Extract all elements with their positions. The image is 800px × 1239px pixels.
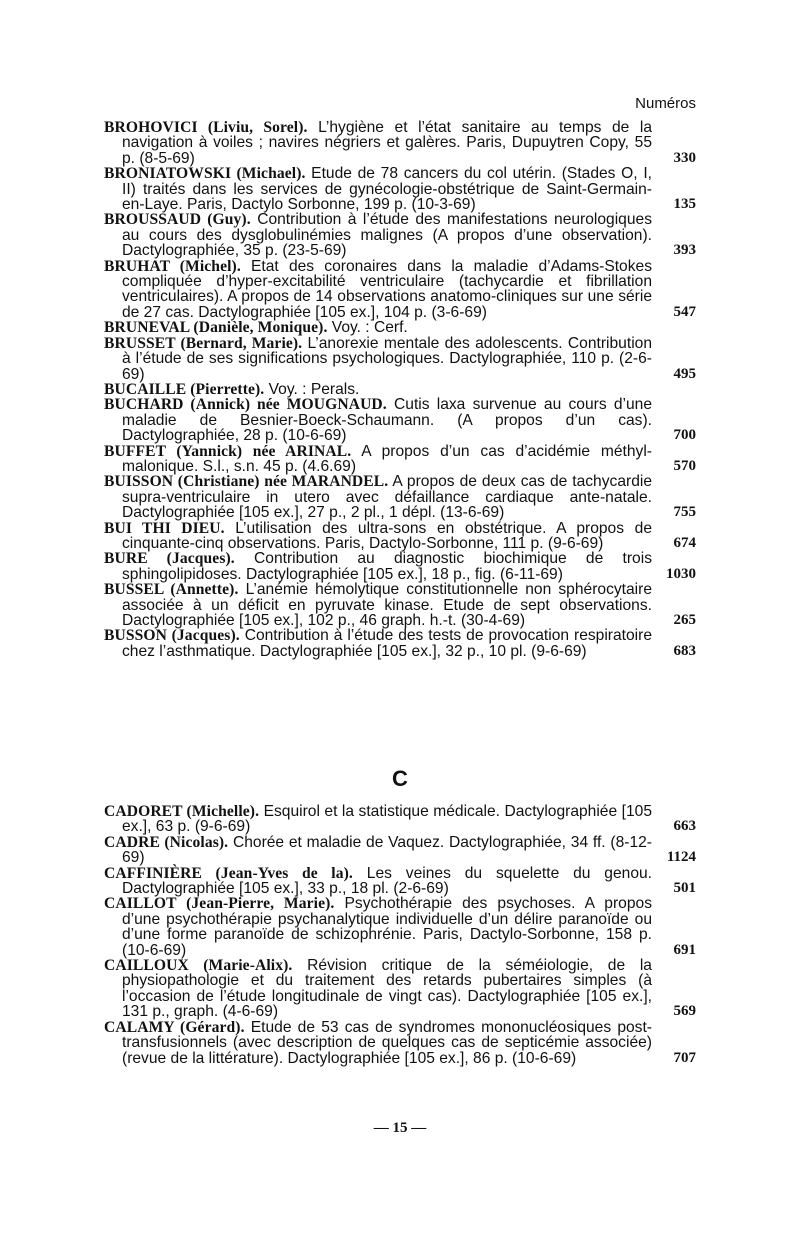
entry-number: 1030 <box>666 565 696 582</box>
entry-text: A propos de deux cas de tachycardie supra-ventriculaire in utero avec défaillance cardiaque ante-natale. Dactylographiée [105 ex.], 27 p., 2 pl., 1 dépl. (13-6-69) <box>122 473 653 522</box>
list-item <box>104 896 696 958</box>
entry-number: 501 <box>673 880 696 897</box>
entry-text: L’anorexie mentale des adolescents. Contribution à l’étude de ses significations psychologiques. Dactylographiée, 110 p. (2-6-69) <box>122 334 652 383</box>
list-item <box>104 336 696 382</box>
entry-text: Etude de 53 cas de syndromes mononucléosiques post-transfusionnels (avec description de quelques cas de septicémie associée) (revue de la littérature). Dactylographiée [105 ex.], 86 p. (10-6-69) <box>122 1018 652 1067</box>
list-item <box>104 320 696 335</box>
entry-number: 1124 <box>666 849 696 866</box>
entry-text: L’anémie hémolytique constitutionnelle non sphérocytaire associée à un déficit en pyruvate kinase. Etude de sept observations. Dactylographiée [105 ex.], 102 p., 46 graph. h.-t. (30-4-69) <box>122 581 652 629</box>
entry-author: CAILLOT (Jean-Pierre, Marie). <box>104 895 335 913</box>
entry-author: BRUSSET (Bernard, Marie). <box>104 334 303 352</box>
list-item <box>104 474 696 520</box>
entry-number: 330 <box>673 149 696 166</box>
entry-text: Esquirol et la statistique médicale. Dactylographiée [105 ex.], 63 p. (9-6-69) <box>122 803 652 836</box>
entry-author: BRUNEVAL (Danièle, Monique). <box>104 319 328 337</box>
entry-author: BRUHAT (Michel). <box>104 257 241 275</box>
entry-author: CADRE (Nicolas). <box>104 833 229 851</box>
entry-text: Les veines du squelette du genou. Dactylographiée [105 ex.], 33 p., 18 pl. (2-6-69) <box>122 864 653 898</box>
entry-text: Révision critique de la séméiologie, de la physiopathologie et du traitement des retards pubertaires simples (à l’occasion de l’étude longitudinale de vingt cas). Dactylographiée [105 ex.], 131 p., graph. (4-6-69) <box>122 957 652 1021</box>
list-item <box>104 866 696 897</box>
entry-number: 569 <box>673 1003 696 1020</box>
entry-number: 700 <box>673 427 696 444</box>
list-item <box>104 521 696 552</box>
entry-author: BUSSON (Jacques). <box>104 627 240 645</box>
entry-author: CAFFINIÈRE (Jean-Yves de la). <box>104 864 353 882</box>
entry-text: Contribution au diagnostic biochimique de trois sphingolipidoses. Dactylographiée [105 ex.], 18 p., fig. (6-11-69) <box>122 550 652 583</box>
entry-text: Contribution à l’étude des manifestations neurologiques au cours des dysglobulinémies malignes (A propos d’une observation). Dactylographiée, 35 p. (23-5-69) <box>122 211 652 260</box>
entry-number: 683 <box>673 642 696 659</box>
entry-text: Voy. : Perals. <box>264 380 360 398</box>
list-item <box>104 212 696 258</box>
list-item <box>104 804 696 835</box>
entry-number: 265 <box>673 612 696 628</box>
entry-author: BUFFET (Yannick) née ARINAL. <box>104 442 352 460</box>
list-item <box>104 628 696 659</box>
entry-number: 547 <box>673 303 696 320</box>
list-item <box>104 582 696 628</box>
entry-author: CALAMY (Gérard). <box>104 1018 245 1036</box>
entry-number: 663 <box>673 818 696 835</box>
entry-text: Cutis laxa survenue au cours d’une maladie de Besnier-Boeck-Schaumann. (A propos d’un cas). Dactylographiée, 28 p. (10-6-69) <box>122 396 652 445</box>
entry-author: BRONIATOWSKI (Michael). <box>104 165 306 183</box>
entry-number: 755 <box>673 504 696 521</box>
entry-text: Contribution à l’étude des tests de provocation respiratoire chez l’asthmatique. Dactylographiée [105 ex.], 32 p., 10 pl. (9-6-69) <box>122 627 652 660</box>
list-item <box>104 551 696 582</box>
list-item <box>104 166 696 212</box>
list-item <box>104 835 696 866</box>
entry-author: CADORET (Michelle). <box>104 803 260 820</box>
entry-text: Psychothérapie des psychoses. A propos d’une psychothérapie psychanalytique individuelle d’un délire paranoïde ou d’une forme paranoïde de schizophrénie. Paris, Dactylo-Sorbonne, 158 p. (10-6-69) <box>122 895 652 959</box>
entry-author: BUI THI DIEU. <box>104 519 225 537</box>
list-item <box>104 382 696 397</box>
entries-c-list <box>104 804 696 1066</box>
list-item <box>104 444 696 475</box>
entry-author: BUISSON (Christiane) née MARANDEL. <box>104 473 389 491</box>
entry-author: BROUSSAUD (Guy). <box>104 211 251 229</box>
entry-number: 691 <box>673 941 696 958</box>
entry-text: Chorée et maladie de Vaquez. Dactylographiée, 34 ff. (8-12-69) <box>122 833 652 867</box>
entry-text: L’hygiène et l’état sanitaire au temps de la navigation à voiles ; navires négriers et galères. Paris, Dupuytren Copy, 55 p. (8-5-69) <box>122 119 652 167</box>
entry-number: 570 <box>673 457 696 474</box>
entry-author: CAILLOUX (Marie-Alix). <box>104 957 293 975</box>
list-item <box>104 397 696 443</box>
entry-number: 674 <box>673 534 696 551</box>
entry-author: BROHOVICI (Liviu, Sorel). <box>104 119 308 136</box>
entry-text: Etat des coronaires dans la maladie d’Adams-Stokes compliquée d’hyper-excitabilité ventriculaire (tachycardie et fibrillation ventriculaires). A propos de 14 observations anatomo-cliniques sur une série de 27 cas. Dactylographiée [105 ex.], 104 p. (3-6-69) <box>122 257 652 321</box>
numeros-heading: Numéros <box>635 95 696 112</box>
entries-b-list <box>104 120 696 659</box>
entry-text: Etude de 78 cancers du col utérin. (Stades O, I, II) traités dans les services de gynécologie-obstétrique de Saint-Germain-en-Laye. Paris, Dactylo Sorbonne, 199 p. (10-3-69) <box>122 165 652 214</box>
entry-text: L’utilisation des ultra-sons en obstétrique. A propos de cinquante-cinq observations. Paris, Dactylo-Sorbonne, 111 p. (9-6-69) <box>122 519 652 552</box>
entry-number: 135 <box>673 196 696 213</box>
list-item <box>104 259 696 321</box>
list-item <box>104 958 696 1020</box>
entry-author: BUSSEL (Annette). <box>104 581 239 599</box>
entry-text: A propos d’un cas d’acidémie méthyl-malonique. S.l., s.n. 45 p. (4.6.69) <box>122 442 652 475</box>
entry-number: 707 <box>673 1049 696 1066</box>
list-item <box>104 120 696 166</box>
entry-author: BURE (Jacques). <box>104 550 235 568</box>
section-letter: C <box>392 766 408 791</box>
entry-number: 393 <box>673 242 696 259</box>
entry-text: Voy. : Cerf. <box>327 319 408 337</box>
entry-author: BUCHARD (Annick) née MOUGNAUD. <box>104 396 387 414</box>
list-item <box>104 1020 696 1066</box>
page-number: — 15 — <box>373 1120 427 1136</box>
entry-number: 495 <box>673 365 696 382</box>
entry-author: BUCAILLE (Pierrette). <box>104 380 265 398</box>
